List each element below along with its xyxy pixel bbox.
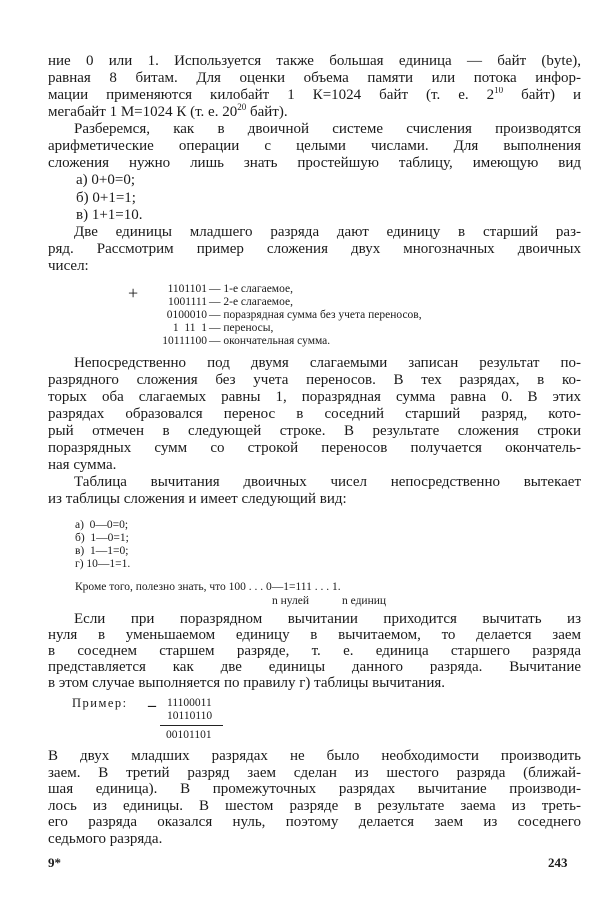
text-line: ряд. Рассмотрим пример сложения двух многозначных двоичных	[48, 241, 581, 257]
text-line: Две единицы младшего разряда дают единицу в старший раз-	[74, 224, 581, 240]
text-line: лось из единицы. В шестом разряде в результате заема из треть-	[48, 798, 581, 814]
text-fragment: байт).	[246, 104, 288, 120]
text-line: заем. В третий разряд заем сделан из шестого разряда (ближай-	[48, 765, 581, 781]
note-ones: n единиц	[342, 595, 387, 607]
text-line: Непосредственно под двумя слагаемыми записан результат по-	[74, 355, 581, 371]
formula-line: б) 1—0=1;	[75, 532, 129, 544]
text-fragment: байт) и	[503, 87, 581, 103]
addend-number: 10111100	[162, 335, 207, 347]
text-line: чисел:	[48, 258, 89, 274]
minuend: 11100011	[167, 697, 212, 709]
addend-desc: — 1-е слагаемое,	[209, 283, 293, 295]
text-line: торых оба слагаемых равны 1, поразрядная сумма равна 0. В этих	[48, 389, 581, 405]
text-line: Разберемся, как в двоичной системе счисления производятся	[74, 121, 581, 137]
note-zeros: n нулей	[272, 595, 310, 607]
formula-line: б) 0+1=1;	[76, 190, 136, 206]
superscript: 20	[237, 102, 247, 112]
addend-desc: — 2-е слагаемое,	[209, 296, 293, 308]
text-line: ние 0 или 1. Используется также большая единица — байт (byte),	[48, 53, 581, 69]
formula-line: г) 10—1=1.	[75, 558, 131, 570]
subtrahend: 10110110	[167, 710, 213, 722]
text-line: ная сумма.	[48, 457, 117, 473]
example-label: Пример:	[72, 696, 128, 710]
text-line: его разряда оказался нуль, поэтому делается заем из соседнего	[48, 814, 581, 830]
text-line: разрядах образовался перенос в соседний старший разряд, кото-	[48, 406, 581, 422]
text-line: поразрядных сумм со строкой переносов получается окончатель-	[48, 440, 581, 456]
result-line	[160, 725, 223, 726]
text-line: шая единица). В промежуточных разрядах вычитание производи-	[48, 781, 581, 797]
text-line: в соседнем старшем разряде, т. е. единица старшего разряда	[48, 643, 581, 659]
text-line: разрядного сложения без учета переносов. В тех разрядах, в ко-	[48, 372, 581, 388]
addend-desc: — поразрядная сумма без учета переносов,	[209, 309, 422, 321]
text-line: равная 8 битам. Для оценки объема памяти или потока инфор-	[48, 70, 581, 86]
signature-mark: 9*	[48, 855, 61, 870]
text-line: седьмого разряда.	[48, 831, 163, 847]
text-line	[48, 87, 581, 103]
addend-number: 1001111	[168, 296, 207, 308]
note-line: Кроме того, полезно знать, что 100 . . . 0—1=111 . . . 1.	[75, 581, 341, 593]
text-line: представляется как две единицы данного разряда. Вычитание	[48, 659, 581, 675]
addend-desc: — окончательная сумма.	[209, 335, 331, 347]
text-line: рый отмечен в следующей строке. В результате сложения строки	[48, 423, 581, 439]
plus-sign: +	[128, 283, 139, 303]
text-line: в этом случае выполняется по правилу г) таблицы вычитания.	[48, 675, 446, 691]
text-fragment: мегабайт 1 М=1024 К (т. е. 20	[48, 104, 238, 120]
addend-desc: — переносы,	[209, 322, 274, 334]
text-line: нуля в уменьшаемом единицу в вычитаемом, то делается заем	[48, 627, 581, 643]
addend-number: 1101101	[167, 283, 207, 295]
text-line: арифметические операции с целыми числами. Для выполнения	[48, 138, 581, 154]
formula-line: в) 1—1=0;	[75, 545, 129, 557]
text-line: В двух младших разрядах не было необходимости производить	[48, 748, 581, 764]
difference: 00101101	[166, 729, 212, 741]
superscript: 10	[494, 87, 504, 95]
page-number: 243	[548, 855, 568, 870]
text-line: из таблицы сложения и имеет следующий вид:	[48, 491, 347, 507]
formula-line: а) 0—0=0;	[75, 519, 129, 531]
text-fragment: мации применяются килобайт 1 К=1024 байт (т. е. 2	[48, 87, 495, 103]
text-line: Если при поразрядном вычитании приходится вычитать из	[74, 611, 581, 627]
formula-line: в) 1+1=10.	[76, 207, 143, 223]
formula-line: а) 0+0=0;	[76, 172, 135, 188]
minus-sign: _	[148, 692, 156, 709]
addend-number: 0100010	[166, 309, 207, 321]
addend-number: 1 11 1	[172, 322, 207, 334]
text-line: Таблица вычитания двоичных чисел непосредственно вытекает	[74, 474, 581, 490]
text-line: сложения нужно лишь знать простейшую таблицу, имеющую вид	[48, 155, 581, 171]
text-line	[48, 104, 581, 120]
